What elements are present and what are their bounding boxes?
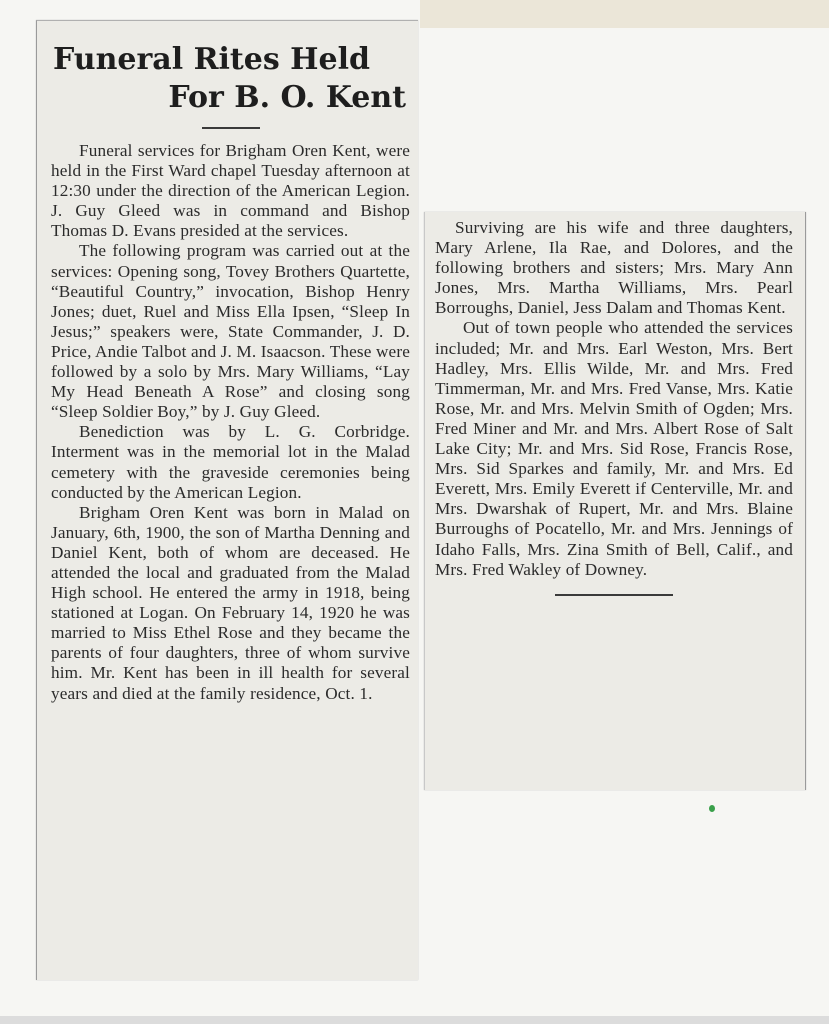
bottom-paper-edge bbox=[0, 1016, 829, 1024]
paragraph-survivors: Surviving are his wife and three daughters, Mary Arlene, Ila Rae, and Dolores, and the following brothers and sisters; Mrs. Mary Ann Jones, Mrs. Martha Williams, Mrs. Pearl Borroughs, Daniel, Jess Dalam and Thomas Kent. bbox=[435, 218, 793, 318]
green-speck bbox=[709, 805, 715, 812]
paragraph-out-of-town: Out of town people who attended the services included; Mr. and Mrs. Earl Weston, Mrs. Bert Hadley, Mrs. Ellis Wilde, Mr. and Mrs. Fred Timmerman, Mr. and Mrs. Fred Vanse, Mrs. Katie Rose, Mr. and Mrs. Melvin Smith of Ogden; Mrs. Fred Miner and Mr. and Mrs. Albert Rose of Salt Lake City; Mr. and Mrs. Sid Rose, Francis Rose, Mrs. Sid Sparkes and family, Mr. and Mrs. Ed Everett, Mrs. Emily Everett if Centerville, Mr. and Mrs. Dwarshak of Rupert, Mr. and Mrs. Blaine Burroughs of Pocatello, Mr. and Mrs. Jennings of Idaho Falls, Mrs. Zina Smith of Bell, Calif., and Mrs. Fred Wakley of Downey. bbox=[435, 318, 793, 579]
article-body-right bbox=[435, 218, 793, 580]
clipping-right-column bbox=[424, 212, 806, 790]
headline-line-1: Funeral Rites Held bbox=[53, 42, 370, 77]
paragraph-program: The following program was carried out at the services: Opening song, Tovey Brothers Quartette, “Beautiful Country,” invocation, Bishop Henry Jones; duet, Ruel and Miss Ella Ipsen, “Sleep In Jesus;” speakers were, State Commander, J. D. Price, Andie Talbot and J. M. Isaacson. These were followed by a solo by Mrs. Mary Williams, “Lay My Head Beneath A Rose” and closing song “Sleep Soldier Boy,” by J. Guy Gleed. bbox=[51, 241, 410, 422]
headline bbox=[51, 41, 410, 117]
paragraph-biography: Brigham Oren Kent was born in Malad on January, 6th, 1900, the son of Martha Denning and Daniel Kent, both of whom are deceased. He attended the local and graduated from the Malad High school. He entered the army in 1918, being stationed at Logan. On February 14, 1920 he was married to Miss Ethel Rose and they became the parents of four daughters, three of whom survive him. Mr. Kent has been in ill health for several years and died at the family residence, Oct. 1. bbox=[51, 502, 410, 703]
top-paper-strip bbox=[420, 0, 829, 28]
paragraph-services: Funeral services for Brigham Oren Kent, were held in the First Ward chapel Tuesday afternoon at 12:30 under the direction of the American Legion. J. Guy Gleed was in command and Bishop Thomas D. Evans presided at the services. bbox=[51, 141, 410, 241]
article-body-left bbox=[51, 141, 410, 704]
clipping-left-column bbox=[36, 20, 418, 980]
headline-divider bbox=[202, 127, 260, 129]
end-divider bbox=[555, 594, 673, 596]
headline-line-2: For B. O. Kent bbox=[168, 80, 406, 115]
paragraph-benediction: Benediction was by L. G. Corbridge. Interment was in the memorial lot in the Malad cemetery with the graveside ceremonies being conducted by the American Legion. bbox=[51, 422, 410, 502]
